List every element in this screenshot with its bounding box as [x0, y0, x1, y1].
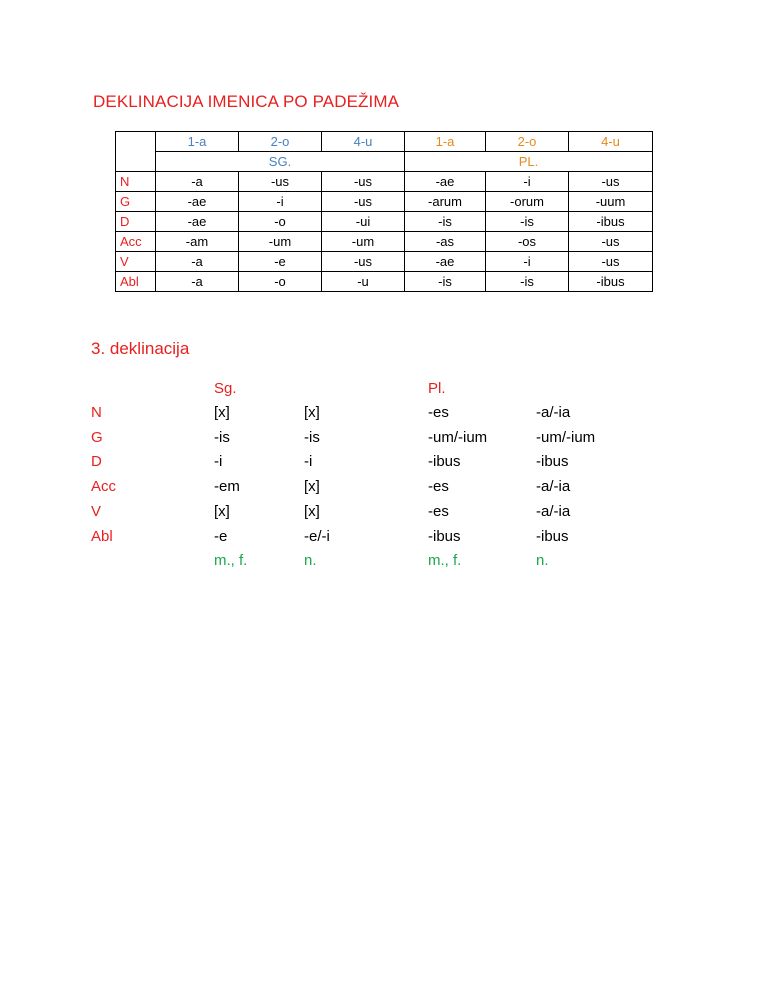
gender-label: m., f.: [428, 552, 462, 569]
case-label: G: [91, 429, 103, 446]
sg-label: Sg.: [214, 380, 237, 397]
ending-cell: -us: [239, 172, 322, 192]
ending-cell: -ibus: [536, 528, 569, 545]
header-pl-1a: 1-a: [405, 132, 486, 152]
ending-cell: -um: [239, 232, 322, 252]
gender-label: n.: [536, 552, 549, 569]
ending-cell: [x]: [304, 503, 320, 520]
ending-cell: -i: [304, 453, 313, 470]
ending-cell: -ibus: [569, 212, 653, 232]
ending-cell: -ui: [322, 212, 405, 232]
ending-cell: -is: [405, 272, 486, 292]
header-sg-2o: 2-o: [239, 132, 322, 152]
ending-cell: -us: [569, 232, 653, 252]
ending-cell: [x]: [214, 503, 230, 520]
ending-cell: -um/-ium: [428, 429, 488, 446]
ending-cell: -os: [486, 232, 569, 252]
declension-table: [115, 131, 653, 292]
case-label: V: [116, 252, 156, 272]
ending-cell: -arum: [405, 192, 486, 212]
group-pl: PL.: [405, 152, 653, 172]
ending-cell: -a: [156, 172, 239, 192]
table-header-row: [116, 132, 653, 152]
ending-cell: -ae: [405, 172, 486, 192]
ending-cell: -a: [156, 272, 239, 292]
ending-cell: -orum: [486, 192, 569, 212]
ending-cell: -ibus: [536, 453, 569, 470]
ending-cell: -a: [156, 252, 239, 272]
ending-cell: -is: [486, 272, 569, 292]
ending-cell: -es: [428, 404, 449, 421]
case-label: D: [91, 453, 102, 470]
case-label: N: [116, 172, 156, 192]
ending-cell: -es: [428, 478, 449, 495]
ending-cell: -ibus: [428, 528, 461, 545]
case-label: Abl: [91, 528, 113, 545]
group-sg: SG.: [156, 152, 405, 172]
case-label: D: [116, 212, 156, 232]
case-label: V: [91, 503, 102, 520]
ending-cell: [x]: [304, 404, 320, 421]
section-heading: 3. deklinacija: [91, 339, 190, 358]
page-title: DEKLINACIJA IMENICA PO PADEŽIMA: [93, 92, 400, 111]
ending-cell: -um/-ium: [536, 429, 596, 446]
ending-cell: -ae: [156, 212, 239, 232]
ending-cell: -us: [322, 172, 405, 192]
ending-cell: -i: [486, 172, 569, 192]
ending-cell: -as: [405, 232, 486, 252]
ending-cell: -us: [322, 192, 405, 212]
table-body: [116, 172, 653, 292]
table-corner-cell: [116, 132, 156, 172]
gender-label: m., f.: [214, 552, 248, 569]
table-row: [116, 192, 653, 212]
gender-label: n.: [304, 552, 317, 569]
pl-label: Pl.: [428, 380, 446, 397]
ending-cell: -i: [239, 192, 322, 212]
ending-cell: -is: [405, 212, 486, 232]
ending-cell: -es: [428, 503, 449, 520]
ending-cell: -i: [214, 453, 223, 470]
ending-cell: -is: [304, 429, 320, 446]
ending-cell: -is: [486, 212, 569, 232]
header-sg-4u: 4-u: [322, 132, 405, 152]
ending-cell: -ae: [156, 192, 239, 212]
header-sg-1a: 1-a: [156, 132, 239, 152]
ending-cell: -e/-i: [304, 528, 330, 545]
ending-cell: -a/-ia: [536, 503, 571, 520]
ending-cell: -em: [214, 478, 240, 495]
ending-cell: -us: [322, 252, 405, 272]
ending-cell: -a/-ia: [536, 404, 571, 421]
table-row: [116, 252, 653, 272]
ending-cell: -am: [156, 232, 239, 252]
table-group-row: [116, 152, 653, 172]
ending-cell: -ae: [405, 252, 486, 272]
ending-cell: -ibus: [428, 453, 461, 470]
header-pl-2o: 2-o: [486, 132, 569, 152]
table-row: [116, 232, 653, 252]
ending-cell: -e: [214, 528, 228, 545]
ending-cell: -ibus: [569, 272, 653, 292]
ending-cell: -o: [239, 212, 322, 232]
table-row: [116, 172, 653, 192]
ending-cell: -is: [214, 429, 230, 446]
ending-cell: -us: [569, 172, 653, 192]
ending-cell: [x]: [214, 404, 230, 421]
ending-cell: -uum: [569, 192, 653, 212]
case-label: Abl: [116, 272, 156, 292]
ending-cell: -i: [486, 252, 569, 272]
case-label: N: [91, 404, 102, 421]
ending-cell: -um: [322, 232, 405, 252]
ending-cell: -e: [239, 252, 322, 272]
table-row: [116, 272, 653, 292]
ending-cell: -o: [239, 272, 322, 292]
ending-cell: [x]: [304, 478, 320, 495]
ending-cell: -us: [569, 252, 653, 272]
ending-cell: -u: [322, 272, 405, 292]
table-row: [116, 212, 653, 232]
header-pl-4u: 4-u: [569, 132, 653, 152]
case-label: Acc: [116, 232, 156, 252]
ending-cell: -a/-ia: [536, 478, 571, 495]
case-label: Acc: [91, 478, 117, 495]
case-label: G: [116, 192, 156, 212]
